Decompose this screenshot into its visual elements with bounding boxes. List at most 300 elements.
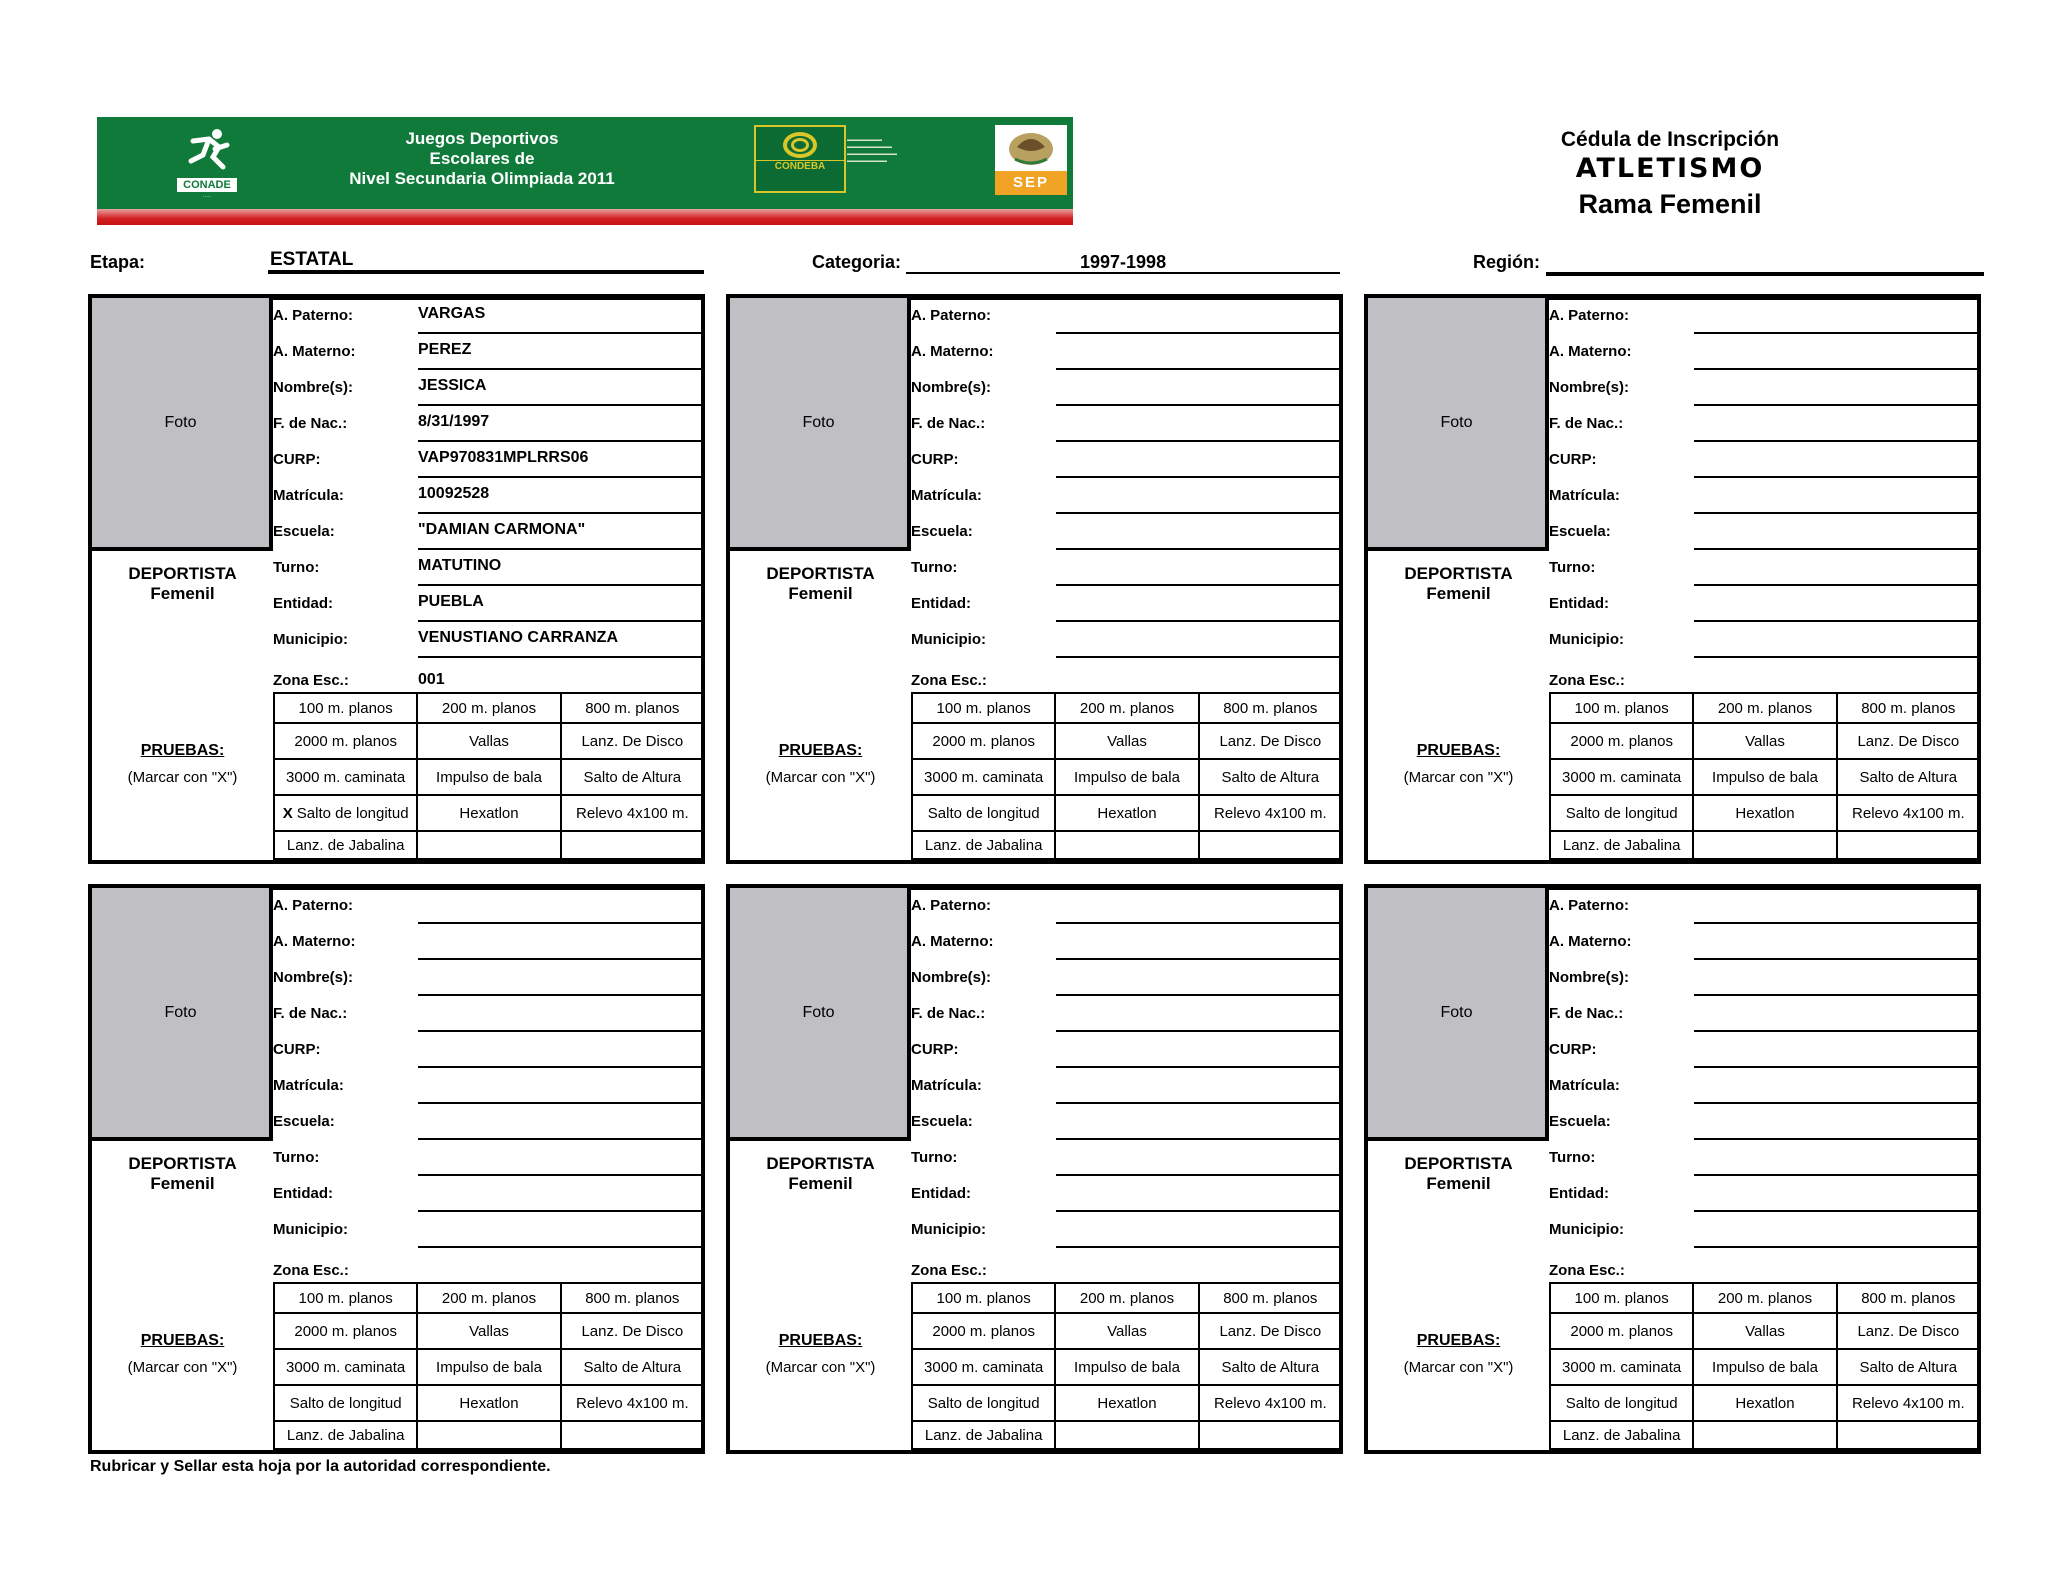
event-label: Hexatlon: [1097, 1394, 1157, 1412]
event-cell[interactable]: [1550, 1385, 1693, 1421]
event-cell[interactable]: [274, 1349, 417, 1385]
event-cell[interactable]: [912, 1313, 1055, 1349]
field-value-turno[interactable]: MATUTINO: [418, 557, 502, 574]
event-cell[interactable]: [1055, 759, 1198, 795]
banner-title: [332, 129, 632, 189]
athlete-type: [92, 564, 273, 604]
events-table: [911, 1282, 1343, 1450]
sep-label: SEP: [995, 171, 1067, 195]
field-row-curp: [1549, 442, 1981, 478]
event-cell[interactable]: [561, 1349, 704, 1385]
event-cell[interactable]: [912, 1283, 1055, 1313]
photo-box[interactable]: Foto: [1368, 888, 1549, 1141]
event-label: 2000 m. planos: [294, 1322, 397, 1340]
field-label-escuela: Escuela:: [273, 523, 335, 540]
event-cell[interactable]: [274, 1385, 417, 1421]
field-label-curp: CURP:: [911, 1041, 959, 1058]
form-heading: [1460, 128, 1880, 222]
event-cell[interactable]: [1055, 831, 1198, 859]
event-cell[interactable]: [417, 795, 560, 831]
photo-box[interactable]: Foto: [730, 298, 911, 551]
field-row-zona: [911, 1248, 1343, 1282]
field-label-escuela: Escuela:: [1549, 523, 1611, 540]
deportista-label: DEPORTISTA: [766, 1154, 875, 1173]
field-row-paterno: [1549, 298, 1981, 334]
event-cell[interactable]: [912, 1349, 1055, 1385]
event-cell[interactable]: [561, 759, 704, 795]
event-cell[interactable]: [1199, 795, 1342, 831]
field-label-curp: CURP:: [911, 451, 959, 468]
athlete-card: [1364, 294, 1981, 864]
event-cell[interactable]: [1055, 693, 1198, 723]
field-row-escuela: [911, 1104, 1343, 1140]
field-value-nombres[interactable]: JESSICA: [418, 377, 487, 394]
events-row: [912, 1349, 1342, 1385]
event-cell[interactable]: [1055, 1313, 1198, 1349]
field-value-fnac[interactable]: 8/31/1997: [418, 413, 490, 430]
event-cell[interactable]: [274, 723, 417, 759]
event-label: Lanz. De Disco: [1219, 732, 1322, 750]
event-cell[interactable]: [417, 1349, 560, 1385]
femenil-label: Femenil: [150, 584, 215, 603]
event-label: 2000 m. planos: [932, 1322, 1035, 1340]
etapa-label: Etapa:: [90, 252, 146, 272]
event-label: Salto de longitud: [289, 1394, 402, 1412]
event-cell[interactable]: [1199, 693, 1342, 723]
event-label: Salto de longitud: [296, 804, 409, 822]
conade-label: CONADE: [177, 178, 237, 192]
field-row-municipio: [273, 622, 705, 658]
field-label-municipio: Municipio:: [1549, 1221, 1624, 1238]
event-cell[interactable]: [1837, 831, 1980, 859]
field-row-fnac: [273, 996, 705, 1032]
event-label: 200 m. planos: [1079, 1289, 1175, 1307]
event-cell[interactable]: [1199, 723, 1342, 759]
deportista-label: DEPORTISTA: [1404, 1154, 1513, 1173]
field-label-fnac: F. de Nac.:: [1549, 1005, 1624, 1022]
field-label-materno: A. Materno:: [1549, 933, 1632, 950]
photo-box[interactable]: Foto: [730, 888, 911, 1141]
event-label: 200 m. planos: [1717, 699, 1813, 717]
photo-box[interactable]: Foto: [92, 888, 273, 1141]
event-cell[interactable]: [1693, 1283, 1836, 1313]
field-row-matricula: [911, 1068, 1343, 1104]
event-cell[interactable]: [1693, 759, 1836, 795]
event-label: 800 m. planos: [585, 699, 680, 717]
event-cell[interactable]: [1550, 759, 1693, 795]
field-label-nombres: Nombre(s):: [1549, 969, 1630, 986]
field-label-entidad: Entidad:: [273, 1185, 333, 1202]
marcar-instruction: (Marcar con "X"): [127, 769, 238, 786]
etapa-value[interactable]: ESTATAL: [270, 249, 354, 270]
event-cell[interactable]: [1055, 795, 1198, 831]
event-label: Salto de longitud: [927, 804, 1040, 822]
events-row: [1550, 1313, 1980, 1349]
event-label: 2000 m. planos: [294, 732, 397, 750]
field-value-municipio[interactable]: VENUSTIANO CARRANZA: [418, 629, 618, 646]
event-cell[interactable]: [1055, 1385, 1198, 1421]
field-value-matricula[interactable]: 10092528: [418, 485, 490, 502]
field-label-turno: Turno:: [911, 559, 958, 576]
event-cell[interactable]: [1693, 1385, 1836, 1421]
event-cell[interactable]: [1693, 723, 1836, 759]
event-cell[interactable]: [912, 1385, 1055, 1421]
event-cell[interactable]: [1693, 693, 1836, 723]
field-label-entidad: Entidad:: [911, 1185, 971, 1202]
event-label: Impulso de bala: [1712, 1358, 1818, 1376]
event-label: Lanz. de Jabalina: [1562, 1426, 1681, 1444]
event-cell[interactable]: [561, 1385, 704, 1421]
event-cell[interactable]: [1837, 1283, 1980, 1313]
event-cell[interactable]: [417, 693, 560, 723]
field-row-escuela: [1549, 514, 1981, 550]
event-cell[interactable]: [1550, 1283, 1693, 1313]
event-cell[interactable]: [1693, 1421, 1836, 1449]
banner-title-line3: Nivel Secundaria Olimpiada 2011: [349, 169, 615, 188]
pruebas-label: PRUEBAS:: [778, 742, 863, 759]
field-row-escuela: [273, 514, 705, 550]
field-label-paterno: A. Paterno:: [273, 897, 354, 914]
event-cell[interactable]: [417, 1421, 560, 1449]
event-label: 200 m. planos: [1079, 699, 1175, 717]
field-row-matricula: [1549, 478, 1981, 514]
event-cell[interactable]: [912, 759, 1055, 795]
conade-small-caption: ·····: [202, 194, 212, 200]
marcar-instruction: (Marcar con "X"): [127, 1359, 238, 1376]
event-cell[interactable]: [1199, 1385, 1342, 1421]
field-label-zona: Zona Esc.:: [911, 672, 987, 689]
events-row: [1550, 831, 1980, 859]
field-top-rule: [1549, 888, 1981, 890]
field-label-entidad: Entidad:: [1549, 595, 1609, 612]
event-label: 3000 m. caminata: [286, 1358, 406, 1376]
event-label: Salto de Altura: [1221, 1358, 1320, 1376]
field-label-curp: CURP:: [1549, 451, 1597, 468]
field-label-fnac: F. de Nac.:: [911, 415, 986, 432]
event-cell[interactable]: [912, 723, 1055, 759]
field-label-nombres: Nombre(s):: [1549, 379, 1630, 396]
event-cell[interactable]: [1550, 1313, 1693, 1349]
event-cell[interactable]: [1055, 1283, 1198, 1313]
banner-title-line2: Escolares de: [429, 149, 535, 168]
event-cell[interactable]: [561, 1313, 704, 1349]
event-cell[interactable]: [417, 723, 560, 759]
event-cell[interactable]: [274, 759, 417, 795]
event-cell[interactable]: [1550, 831, 1693, 859]
deportista-label: DEPORTISTA: [766, 564, 875, 583]
field-label-turno: Turno:: [1549, 559, 1596, 576]
event-label: 800 m. planos: [585, 1289, 680, 1307]
field-label-materno: A. Materno:: [911, 343, 994, 360]
field-label-escuela: Escuela:: [1549, 1113, 1611, 1130]
events-row: [912, 693, 1342, 723]
events-row: [274, 795, 704, 831]
banner-red-stripe: [97, 209, 1073, 225]
field-value-materno[interactable]: PEREZ: [418, 341, 472, 358]
event-label: 100 m. planos: [936, 699, 1031, 717]
events-row: [1550, 759, 1980, 795]
field-label-matricula: Matrícula:: [911, 487, 982, 504]
event-label: Lanz. de Jabalina: [286, 836, 405, 854]
event-label: Impulso de bala: [1712, 768, 1818, 786]
event-label: Salto de longitud: [1565, 804, 1678, 822]
deportista-label: DEPORTISTA: [128, 564, 237, 583]
field-label-paterno: A. Paterno:: [1549, 897, 1630, 914]
athlete-card: [1364, 884, 1981, 1454]
condeba-ring-icon: [783, 132, 817, 158]
field-label-materno: A. Materno:: [911, 933, 994, 950]
event-cell[interactable]: [1199, 831, 1342, 859]
event-label: 200 m. planos: [441, 1289, 537, 1307]
field-row-materno: [273, 924, 705, 960]
event-cell[interactable]: [417, 759, 560, 795]
femenil-label: Femenil: [788, 584, 853, 603]
event-cell[interactable]: [1199, 1313, 1342, 1349]
marcar-instruction: (Marcar con "X"): [765, 1359, 876, 1376]
event-cell[interactable]: [274, 693, 417, 723]
banner-fine-print: ▬▬▬▬▬▬▬ ▬▬▬▬▬▬▬▬▬ ▬▬▬▬▬▬▬▬▬▬ ▬▬▬▬▬▬▬▬: [847, 137, 897, 164]
event-cell[interactable]: [1550, 723, 1693, 759]
event-label: Vallas: [1107, 732, 1147, 750]
field-label-matricula: Matrícula:: [273, 1077, 344, 1094]
categoria-value[interactable]: 1997-1998: [1080, 252, 1167, 272]
mexican-eagle-icon: [995, 125, 1067, 169]
event-label: 100 m. planos: [1574, 699, 1669, 717]
event-cell[interactable]: [1837, 759, 1980, 795]
field-label-curp: CURP:: [1549, 1041, 1597, 1058]
pruebas-label: PRUEBAS:: [1416, 742, 1501, 759]
field-row-municipio: [911, 1212, 1343, 1248]
field-label-entidad: Entidad:: [1549, 1185, 1609, 1202]
field-row-nombres: [273, 960, 705, 996]
pruebas-label: PRUEBAS:: [1416, 1332, 1501, 1349]
event-cell[interactable]: [1837, 1421, 1980, 1449]
event-cell[interactable]: [1199, 759, 1342, 795]
field-label-matricula: Matrícula:: [1549, 487, 1620, 504]
region-label: Región:: [1473, 252, 1540, 272]
field-row-entidad: [1549, 1176, 1981, 1212]
event-banner: [97, 117, 1073, 225]
field-value-paterno[interactable]: VARGAS: [418, 305, 486, 322]
event-cell[interactable]: [417, 831, 560, 859]
event-cell[interactable]: [561, 795, 704, 831]
field-label-paterno: A. Paterno:: [1549, 307, 1630, 324]
events-row: [274, 1385, 704, 1421]
event-label: 100 m. planos: [298, 1289, 393, 1307]
banner-title-line1: Juegos Deportivos: [405, 129, 559, 148]
event-label: 800 m. planos: [1223, 1289, 1318, 1307]
field-row-curp: [911, 442, 1343, 478]
event-cell[interactable]: [912, 795, 1055, 831]
event-label: 2000 m. planos: [932, 732, 1035, 750]
field-row-turno: [273, 1140, 705, 1176]
event-cell[interactable]: [1199, 1421, 1342, 1449]
events-table: [273, 692, 705, 860]
event-label: Vallas: [1745, 1322, 1785, 1340]
field-label-escuela: Escuela:: [911, 1113, 973, 1130]
event-label: 2000 m. planos: [1570, 1322, 1673, 1340]
field-label-turno: Turno:: [273, 559, 320, 576]
event-cell[interactable]: [1837, 693, 1980, 723]
event-cell[interactable]: [1055, 723, 1198, 759]
event-cell[interactable]: [417, 1283, 560, 1313]
events-row: [274, 1421, 704, 1449]
event-cell[interactable]: [1199, 1349, 1342, 1385]
event-label: Salto de Altura: [1859, 1358, 1958, 1376]
field-value-zona[interactable]: 001: [418, 671, 445, 688]
field-row-municipio: [1549, 1212, 1981, 1248]
event-cell[interactable]: [1837, 795, 1980, 831]
field-row-fnac: [911, 996, 1343, 1032]
field-row-fnac: [1549, 406, 1981, 442]
event-cell[interactable]: [1837, 1385, 1980, 1421]
event-cell[interactable]: [1550, 795, 1693, 831]
field-row-materno: [1549, 334, 1981, 370]
field-row-turno: [911, 1140, 1343, 1176]
field-top-rule: [911, 298, 1343, 300]
event-cell[interactable]: [1550, 1349, 1693, 1385]
field-label-municipio: Municipio:: [911, 631, 986, 648]
region-underline: [1546, 272, 1984, 276]
athlete-card: [88, 884, 705, 1454]
field-label-matricula: Matrícula:: [273, 487, 344, 504]
runner-icon: [179, 127, 235, 175]
field-row-matricula: [273, 1068, 705, 1104]
branch-title: Rama Femenil: [1578, 189, 1762, 219]
event-cell[interactable]: [1693, 831, 1836, 859]
event-cell[interactable]: [561, 1421, 704, 1449]
event-label: Lanz. de Jabalina: [286, 1426, 405, 1444]
event-label: 3000 m. caminata: [286, 768, 406, 786]
field-label-matricula: Matrícula:: [1549, 1077, 1620, 1094]
event-cell[interactable]: [417, 1313, 560, 1349]
condeba-logo: [754, 125, 846, 193]
field-row-nombres: [911, 960, 1343, 996]
field-row-entidad: [1549, 586, 1981, 622]
event-cell[interactable]: [417, 1385, 560, 1421]
event-cell[interactable]: [1837, 1313, 1980, 1349]
event-label: Impulso de bala: [436, 1358, 542, 1376]
femenil-label: Femenil: [1426, 584, 1491, 603]
field-top-rule: [1549, 298, 1981, 300]
field-label-fnac: F. de Nac.:: [273, 1005, 348, 1022]
events-row: [912, 1385, 1342, 1421]
field-label-zona: Zona Esc.:: [1549, 672, 1625, 689]
event-label: Relevo 4x100 m.: [576, 1394, 689, 1412]
event-cell[interactable]: [1837, 1349, 1980, 1385]
event-label: Lanz. De Disco: [581, 732, 684, 750]
femenil-label: Femenil: [788, 1174, 853, 1193]
events-row: [274, 831, 704, 859]
event-cell[interactable]: [912, 693, 1055, 723]
photo-box[interactable]: Foto: [92, 298, 273, 551]
event-label: Relevo 4x100 m.: [1852, 1394, 1965, 1412]
field-row-municipio: [1549, 622, 1981, 658]
event-cell[interactable]: [561, 1283, 704, 1313]
events-row: [274, 723, 704, 759]
event-cell[interactable]: [1837, 723, 1980, 759]
event-label: Vallas: [1107, 1322, 1147, 1340]
field-row-municipio: [911, 622, 1343, 658]
events-table: [273, 1282, 705, 1450]
event-cell[interactable]: [561, 831, 704, 859]
events-row: [1550, 1385, 1980, 1421]
athlete-card: [88, 294, 705, 864]
event-cell[interactable]: [912, 831, 1055, 859]
field-value-curp[interactable]: VAP970831MPLRRS06: [418, 449, 589, 466]
deportista-label: DEPORTISTA: [1404, 564, 1513, 583]
field-label-nombres: Nombre(s):: [911, 379, 992, 396]
event-cell[interactable]: [274, 831, 417, 859]
event-label: Salto de longitud: [927, 1394, 1040, 1412]
field-row-paterno: [1549, 888, 1981, 924]
field-value-entidad[interactable]: PUEBLA: [418, 593, 484, 610]
event-cell[interactable]: [561, 693, 704, 723]
event-mark: X: [282, 804, 293, 822]
field-row-curp: [911, 1032, 1343, 1068]
athlete-type: [1368, 564, 1549, 604]
field-value-escuela[interactable]: "DAMIAN CARMONA": [418, 521, 586, 538]
event-cell[interactable]: [1550, 1421, 1693, 1449]
event-cell[interactable]: [1055, 1349, 1198, 1385]
field-label-paterno: A. Paterno:: [273, 307, 354, 324]
field-row-zona: [1549, 1248, 1981, 1282]
event-cell[interactable]: [1199, 1283, 1342, 1313]
field-row-zona: [273, 658, 705, 692]
field-row-turno: [911, 550, 1343, 586]
field-row-curp: [1549, 1032, 1981, 1068]
field-row-matricula: [911, 478, 1343, 514]
field-label-fnac: F. de Nac.:: [1549, 415, 1624, 432]
event-cell[interactable]: [1693, 1349, 1836, 1385]
events-row: [1550, 1349, 1980, 1385]
event-label: Salto de Altura: [1859, 768, 1958, 786]
event-label: 800 m. planos: [1223, 699, 1318, 717]
field-row-materno: [273, 334, 705, 370]
event-label: Salto de Altura: [1221, 768, 1320, 786]
event-cell[interactable]: [1693, 795, 1836, 831]
event-cell[interactable]: [274, 1283, 417, 1313]
marcar-instruction: (Marcar con "X"): [1403, 769, 1514, 786]
field-row-curp: [273, 442, 705, 478]
event-label: Relevo 4x100 m.: [576, 804, 689, 822]
field-label-turno: Turno:: [273, 1149, 320, 1166]
event-cell[interactable]: [561, 723, 704, 759]
event-cell[interactable]: [912, 1421, 1055, 1449]
event-label: 800 m. planos: [1861, 1289, 1956, 1307]
event-cell[interactable]: [1055, 1421, 1198, 1449]
field-row-zona: [273, 1248, 705, 1282]
field-label-escuela: Escuela:: [911, 523, 973, 540]
field-label-turno: Turno:: [911, 1149, 958, 1166]
event-label: Impulso de bala: [436, 768, 542, 786]
event-label: Relevo 4x100 m.: [1852, 804, 1965, 822]
event-cell[interactable]: [1693, 1313, 1836, 1349]
event-cell[interactable]: [1550, 693, 1693, 723]
field-row-materno: [911, 924, 1343, 960]
event-cell[interactable]: [274, 1421, 417, 1449]
event-cell[interactable]: [274, 1313, 417, 1349]
event-cell[interactable]: [274, 795, 417, 831]
field-row-paterno: [273, 888, 705, 924]
athlete-type: [730, 1154, 911, 1194]
field-label-materno: A. Materno:: [273, 343, 356, 360]
pruebas-label: PRUEBAS:: [778, 1332, 863, 1349]
photo-box[interactable]: Foto: [1368, 298, 1549, 551]
pruebas-label: PRUEBAS:: [140, 742, 225, 759]
event-label: Lanz. De Disco: [1219, 1322, 1322, 1340]
field-top-rule: [273, 888, 705, 890]
